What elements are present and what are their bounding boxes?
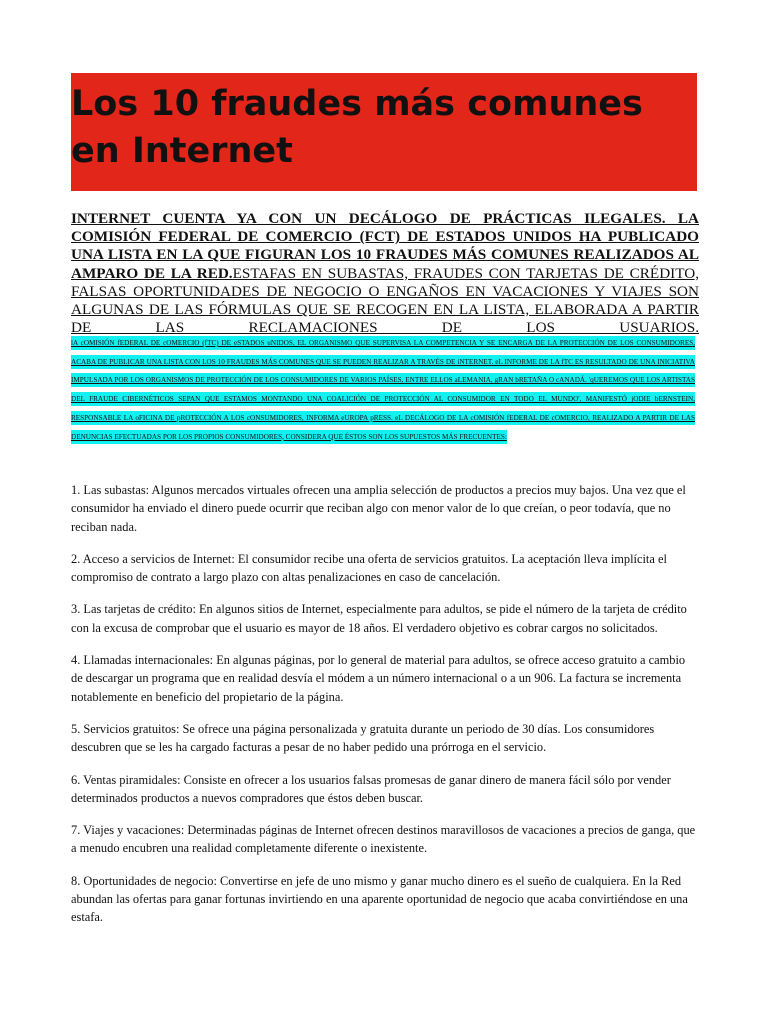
list-item: 3. Las tarjetas de crédito: En algunos sitios de Internet, especialmente para adultos, se pide el número de la tarjeta de crédito con la excusa de comprobar que el usuario es mayor de 18 años. El verdadero objetivo es cobrar cargos no solicitados. [71,602,687,635]
lead-paragraph [71,210,699,337]
highlighted-paragraph [71,334,695,446]
list-item: 5. Servicios gratuitos: Se ofrece una página personalizada y gratuita durante un periodo de 30 días. Los consumidores descubren que se les ha cargado facturas a pesar de no haber pedido una prórroga en el servicio. [71,721,655,755]
page-title: Los 10 fraudes más comunes en Internet [71,84,643,171]
lead-regular-text: ESTAFAS EN SUBASTAS, FRAUDES CON TARJETAS DE CRÉDITO, FALSAS OPORTUNIDADES DE NEGOCIO O ENGAÑOS EN VACACIONES Y VIAJES SON ALGUNAS DE LAS FÓRMULAS QUE SE RECOGEN EN LA LISTA, ELABORADA A PARTIR DE LAS RECLAMACIONES DE LOS USUARIOS. [71,264,699,337]
list-item: 7. Viajes y vacaciones: Determinadas páginas de Internet ofrecen destinos maravillosos de vacaciones a precios de ganga, que a menudo encubren una realidad completamente diferente o inexistente. [71,823,696,856]
list-item: 1. Las subastas: Algunos mercados virtuales ofrecen una amplia selección de productos a precios muy bajos. Una vez que el consumidor ha enviado el dinero puede ocurrir que reciban algo con menor valor de lo que creían, o peor todavía, que no reciban nada. [71,483,686,534]
highlighted-text: lA cOMISIÓN fEDERAL DE cOMERCIO (fTC) DE eSTADOS uNIDOS, EL ORGANISMO QUE SUPERVISA LA COMPETENCIA Y SE ENCARGA DE LA PROTECCIÓN DE LOS CONSUMIDORES, ACABA DE PUBLICAR UNA LISTA CON LOS 10 FRAUDES MÁS COMUNES QUE SE PUEDEN REALIZAR A TRAVÉS DE iNTERNET. eL INFORME DE LA fTC ES RESULTADO DE UNA INICIATIVA IMPULSADA POR LOS ORGANISMOS DE PROTECCIÓN DE LOS CONSUMIDORES DE VARIOS PAÍSES, ENTRE ELLOS aLEMANIA, gRAN bRETAÑA O cANADÁ. 'qUEREMOS QUE LOS ARTISTAS DEL FRAUDE CIBERNÉTICOS SEPAN QUE ESTAMOS MONTANDO UNA COALICIÓN DE PROTECCIÓN AL CONSUMIDOR EN TODO EL MUNDO', MANIFESTÓ jODIE bERNSTEIN, RESPONSABLE LA oFICINA DE pROTECCIÓN A LOS cONSUMIDORES, INFORMA eUROPA pRESS. eL DECÁLOGO DE LA cOMISIÓN fEDERAL DE cOMERCIO, REALIZADO A PARTIR DE LAS DENUNCIAS EFECTUADAS POR LOS PROPIOS CONSUMIDORES, CONSIDERA QUE ÉSTOS SON LOS SUPUESTOS MÁS FRECUENTES: [71,336,695,444]
lead-bold-text: INTERNET CUENTA YA CON UN DECÁLOGO DE PRÁCTICAS ILEGALES. LA COMISIÓN FEDERAL DE COMERCIO (FCT) DE ESTADOS UNIDOS HA PUBLICADO UNA LISTA EN LA QUE FIGURAN LOS 10 FRAUDES MÁS COMUNES REALIZADOS AL AMPARO DE LA RED. [71,210,699,282]
list-item: 4. Llamadas internacionales: En algunas páginas, por lo general de material para adultos, se ofrece acceso gratuito a cambio de descargar un programa que en realidad desvía el módem a un número internacional o a un 906. La factura se incrementa notablemente en beneficio del propietario de la página. [71,653,686,704]
title-banner [71,73,697,191]
list-item: 8. Oportunidades de negocio: Convertirse en jefe de uno mismo y ganar mucho dinero es el sueño de cualquiera. En la Red abundan las ofertas para ganar fortunas invirtiendo en una aparente oportunidad de negocio que acaba convirtiéndose en una estafa. [71,873,688,925]
fraud-list [71,481,698,941]
list-item: 6. Ventas piramidales: Consiste en ofrecer a los usuarios falsas promesas de ganar dinero de manera fácil sólo por vender determinados productos a nuevos compradores que éstos deben buscar. [71,772,671,805]
list-item: 2. Acceso a servicios de Internet: El consumidor recibe una oferta de servicios gratuitos. La aceptación lleva implícita el compromiso de contrato a largo plazo con altas penalizaciones en caso de cancelación. [71,551,667,585]
